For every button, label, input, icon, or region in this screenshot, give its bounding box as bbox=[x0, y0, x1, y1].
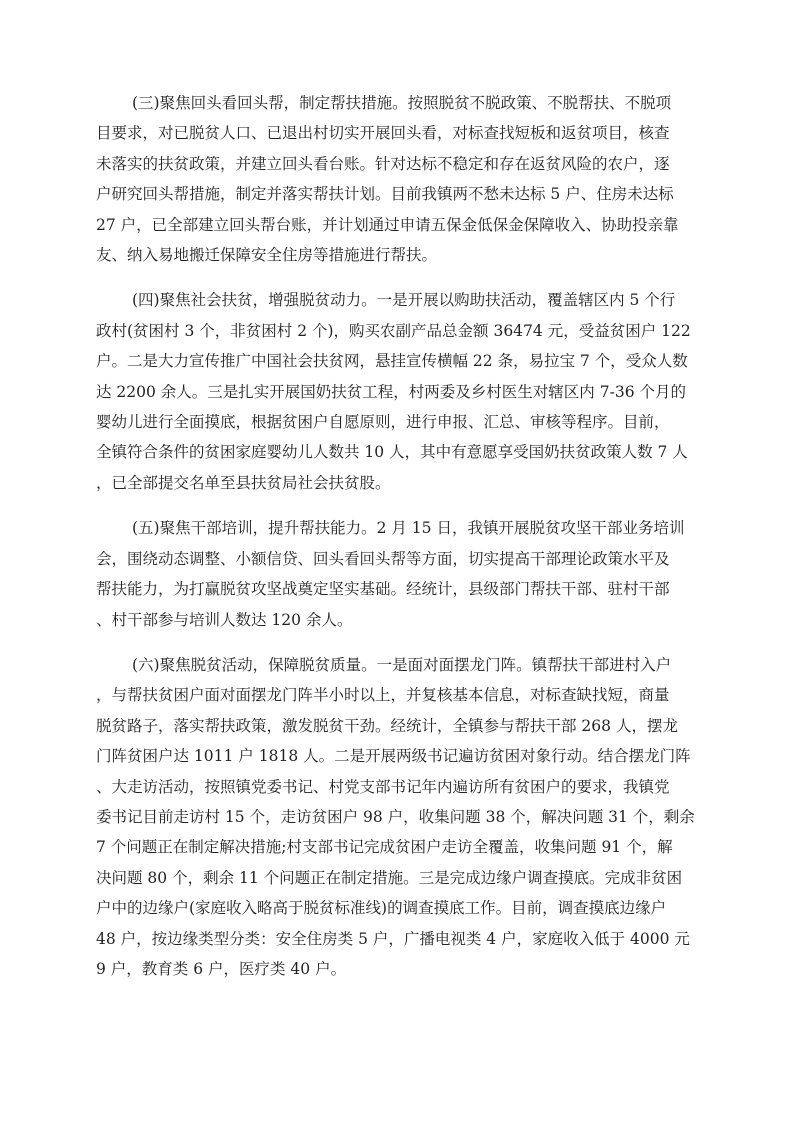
paragraph-line: ，与帮扶贫困户面对面摆龙门阵半小时以上，并复核基本信息，对标查缺找短，商量 bbox=[96, 686, 670, 705]
paragraph-line: 户中的边缘户(家庭收入略高于脱贫标准线)的调查摸底工作。目前，调查摸底边缘户 bbox=[96, 899, 667, 918]
paragraph-line: 门阵贫困户达 1011 户 1818 人。二是开展两级书记遍访贫困对象行动。结合摆龙门阵 bbox=[96, 747, 691, 766]
paragraph-line: 脱贫路子，落实帮扶政策，激发脱贫干劲。经统计，全镇参与帮扶干部 268 人，摆龙 bbox=[96, 716, 678, 735]
paragraph-follow-up-assistance bbox=[96, 88, 706, 270]
paragraph-line: 户研究回头帮措施，制定并落实帮扶计划。目前我镇两不愁未达标 5 户、住房未达标 bbox=[96, 185, 674, 204]
paragraph-line: 婴幼儿进行全面摸底，根据贫困户自愿原则，进行申报、汇总、审核等程序。目前， bbox=[96, 413, 670, 432]
paragraph-line: (四)聚焦社会扶贫，增强脱贫动力。一是开展以购助扶活动，覆盖辖区内 5 个行 bbox=[132, 291, 676, 310]
paragraph-line: (五)聚焦干部培训，提升帮扶能力。2 月 15 日，我镇开展脱贫攻坚干部业务培训 bbox=[132, 519, 685, 538]
paragraph-line: 27 户，已全部建立回头帮台账，并计划通过申请五保金低保金保障收入、协助投亲靠 bbox=[96, 215, 679, 234]
document-body bbox=[96, 88, 706, 999]
paragraph-line: 目要求，对已脱贫人口、已退出村切实开展回头看，对标查找短板和返贫项目，核查 bbox=[96, 124, 670, 143]
paragraph-social-poverty-alleviation bbox=[96, 285, 706, 498]
paragraph-line: 帮扶能力，为打赢脱贫攻坚战奠定坚实基础。经统计，县级部门帮扶干部、驻村干部 bbox=[96, 580, 670, 599]
paragraph-line: 会，围绕动态调整、小额信贷、回头看回头帮等方面，切实提高干部理论政策水平及 bbox=[96, 549, 670, 568]
paragraph-line: (三)聚焦回头看回头帮，制定帮扶措施。按照脱贫不脱政策、不脱帮扶、不脱项 bbox=[132, 94, 672, 112]
paragraph-line: 全镇符合条件的贫困家庭婴幼儿人数共 10 人，其中有意愿享受国奶扶贫政策人数 7 人 bbox=[96, 443, 688, 462]
paragraph-line: 、大走访活动，按照镇党委书记、村党支部书记年内遍访所有贫困户的要求，我镇党 bbox=[96, 777, 670, 796]
paragraph-line: 48 户，按边缘类型分类：安全住房类 5 户，广播电视类 4 户，家庭收入低于 4000 元 bbox=[96, 929, 690, 948]
paragraph-cadre-training bbox=[96, 513, 706, 635]
paragraph-line: 7 个问题正在制定解决措施;村支部书记完成贫困户走访全覆盖，收集问题 91 个，解 bbox=[96, 838, 673, 857]
paragraph-line: ，已全部提交名单至县扶贫局社会扶贫股。 bbox=[96, 473, 391, 492]
paragraph-line: 委书记目前走访村 15 个，走访贫困户 98 户，收集问题 38 个，解决问题 31 个，剩余 bbox=[96, 807, 695, 826]
paragraph-line: 政村(贫困村 3 个，非贫困村 2 个)，购买农副产品总金额 36474 元，受益贫困户 122 bbox=[96, 321, 691, 340]
paragraph-line: 友、纳入易地搬迁保障安全住房等措施进行帮扶。 bbox=[96, 246, 438, 265]
paragraph-line: 、村干部参与培训人数达 120 余人。 bbox=[96, 610, 353, 629]
paragraph-line: 未落实的扶贫政策，并建立回头看台账。针对达标不稳定和存在返贫风险的农户，逐 bbox=[96, 154, 670, 173]
paragraph-line: 达 2200 余人。三是扎实开展国奶扶贫工程，村两委及乡村医生对辖区内 7-36 个月的 bbox=[96, 382, 686, 401]
paragraph-line: 决问题 80 个，剩余 11 个问题正在制定措施。三是完成边缘户调查摸底。完成非贫困 bbox=[96, 868, 683, 887]
paragraph-line: 户。二是大力宣传推广中国社会扶贫网，悬挂宣传横幅 22 条，易拉宝 7 个，受众人数 bbox=[96, 352, 688, 371]
paragraph-line: 9 户，教育类 6 户，医疗类 40 户。 bbox=[96, 959, 347, 978]
paragraph-poverty-activities bbox=[96, 650, 706, 984]
paragraph-line: (六)聚焦脱贫活动，保障脱贫质量。一是面对面摆龙门阵。镇帮扶干部进村入户 bbox=[132, 655, 672, 674]
